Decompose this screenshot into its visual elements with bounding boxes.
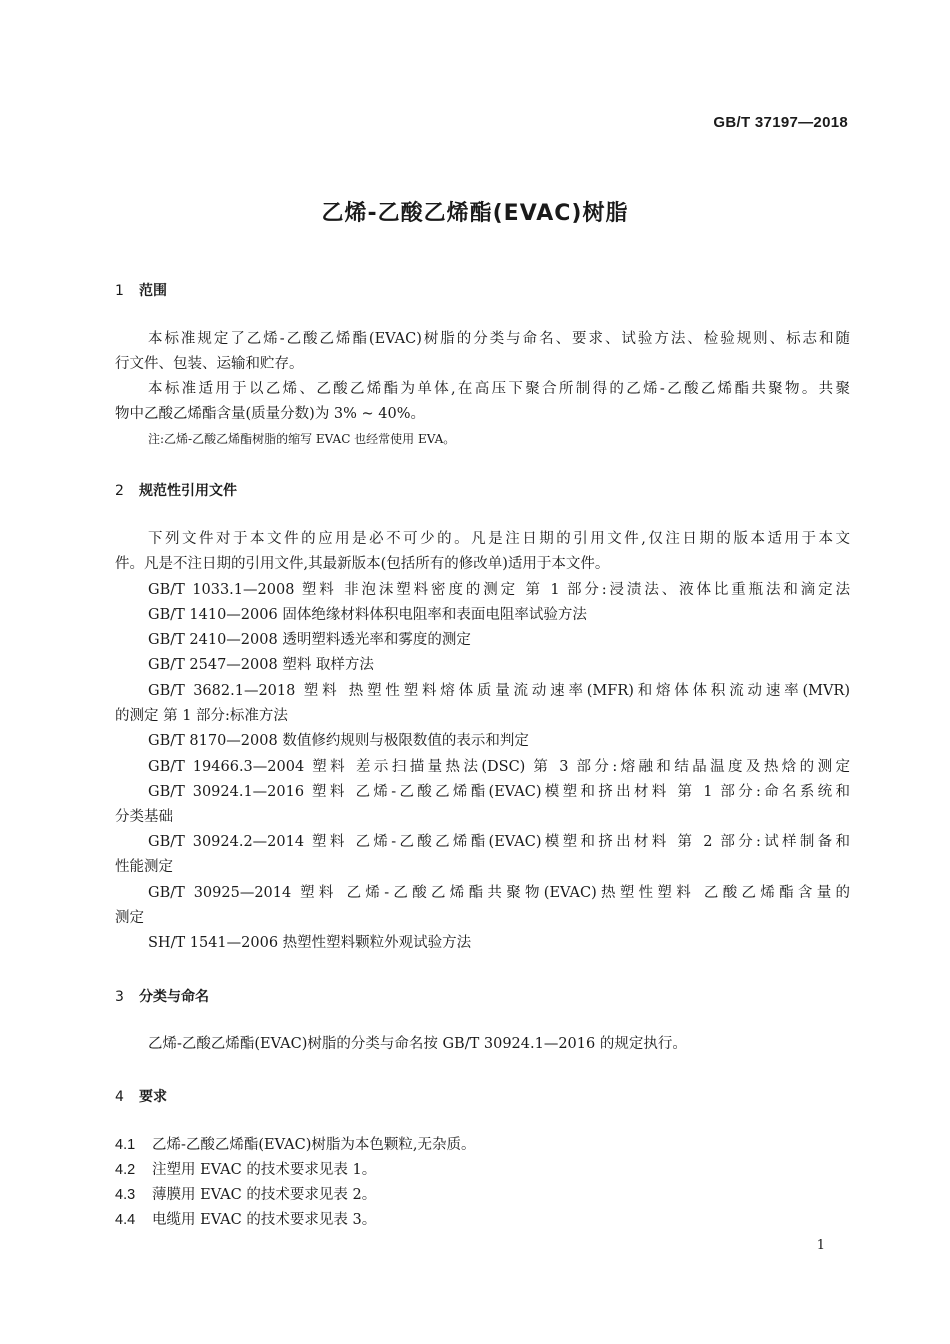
clause-text: 注塑用 EVAC 的技术要求见表 1。 <box>152 1162 377 1178</box>
clause-text: 电缆用 EVAC 的技术要求见表 3。 <box>152 1212 377 1228</box>
section-number: 3 <box>115 989 124 1005</box>
references-intro-line-1: 下列文件对于本文件的应用是必不可少的。凡是注日期的引用文件,仅注日期的版本适用于本文 <box>148 531 850 547</box>
reference-item: GB/T 30925—2014 塑料 乙烯-乙酸乙烯酯共聚物(EVAC)热塑性塑料 乙酸乙烯酯含量的 <box>148 885 850 901</box>
page-number: 1 <box>816 1238 825 1253</box>
reference-item: GB/T 1033.1—2008 塑料 非泡沫塑料密度的测定 第 1 部分:浸渍法、液体比重瓶法和滴定法 <box>148 582 850 598</box>
section-title: 要求 <box>139 1089 167 1105</box>
scope-note: 注:乙烯-乙酸乙烯酯树脂的缩写 EVAC 也经常使用 EVA。 <box>148 432 456 446</box>
document-title: 乙烯-乙酸乙烯酯(EVAC)树脂 <box>321 201 629 226</box>
section-2-heading <box>115 480 237 500</box>
scope-paragraph-2-line-2: 物中乙酸乙烯酯含量(质量分数)为 3% ~ 40%。 <box>115 406 426 422</box>
requirement-item <box>115 1208 376 1233</box>
scope-paragraph-2-line-1: 本标准适用于以乙烯、乙酸乙烯酯为单体,在高压下聚合所制得的乙烯-乙酸乙烯酯共聚物。共聚 <box>148 381 850 397</box>
reference-item: GB/T 2410—2008 透明塑料透光率和雾度的测定 <box>148 632 471 648</box>
section-4-heading <box>115 1086 167 1106</box>
references-intro-line-2: 件。凡是不注日期的引用文件,其最新版本(包括所有的修改单)适用于本文件。 <box>115 556 610 572</box>
reference-item-continuation: 的测定 第 1 部分:标准方法 <box>115 708 288 724</box>
section-title: 分类与命名 <box>139 989 209 1005</box>
reference-item: GB/T 8170—2008 数值修约规则与极限数值的表示和判定 <box>148 733 529 749</box>
reference-item: GB/T 3682.1—2018 塑料 热塑性塑料熔体质量流动速率(MFR)和熔体体积流动速率(MVR) <box>148 683 850 699</box>
section-1-heading <box>115 280 167 300</box>
standard-number: GB/T 37197—2018 <box>713 114 848 131</box>
clause-number: 4.1 <box>115 1137 136 1153</box>
scope-paragraph-1-line-2: 行文件、包装、运输和贮存。 <box>115 356 304 372</box>
scope-paragraph-1-line-1: 本标准规定了乙烯-乙酸乙烯酯(EVAC)树脂的分类与命名、要求、试验方法、检验规则、标志和随 <box>148 331 850 347</box>
requirement-item <box>115 1158 376 1183</box>
section-number: 4 <box>115 1089 124 1105</box>
reference-item-continuation: 测定 <box>115 910 144 926</box>
section-title: 范围 <box>139 283 167 299</box>
section-title: 规范性引用文件 <box>139 483 237 499</box>
clause-number: 4.4 <box>115 1212 136 1228</box>
clause-number: 4.2 <box>115 1162 136 1178</box>
requirement-item <box>115 1183 376 1208</box>
reference-item: GB/T 1410—2006 固体绝缘材料体积电阻率和表面电阻率试验方法 <box>148 607 587 623</box>
reference-item: GB/T 30924.1—2016 塑料 乙烯-乙酸乙烯酯(EVAC)模塑和挤出材料 第 1 部分:命名系统和 <box>148 784 850 800</box>
reference-item-continuation: 分类基础 <box>115 809 173 825</box>
clause-text: 薄膜用 EVAC 的技术要求见表 2。 <box>152 1187 377 1203</box>
requirement-item <box>115 1133 475 1158</box>
clause-number: 4.3 <box>115 1187 136 1203</box>
reference-item: SH/T 1541—2006 热塑性塑料颗粒外观试验方法 <box>148 935 472 951</box>
reference-item: GB/T 30924.2—2014 塑料 乙烯-乙酸乙烯酯(EVAC)模塑和挤出材料 第 2 部分:试样制备和 <box>148 834 850 850</box>
section-3-heading <box>115 986 209 1006</box>
reference-item: GB/T 19466.3—2004 塑料 差示扫描量热法(DSC) 第 3 部分:熔融和结晶温度及热焓的测定 <box>148 759 850 775</box>
classification-paragraph: 乙烯-乙酸乙烯酯(EVAC)树脂的分类与命名按 GB/T 30924.1—2016 的规定执行。 <box>148 1036 687 1052</box>
section-number: 2 <box>115 483 124 499</box>
reference-item: GB/T 2547—2008 塑料 取样方法 <box>148 657 374 673</box>
reference-item-continuation: 性能测定 <box>115 859 173 875</box>
clause-text: 乙烯-乙酸乙烯酯(EVAC)树脂为本色颗粒,无杂质。 <box>152 1137 476 1153</box>
section-number: 1 <box>115 283 124 299</box>
